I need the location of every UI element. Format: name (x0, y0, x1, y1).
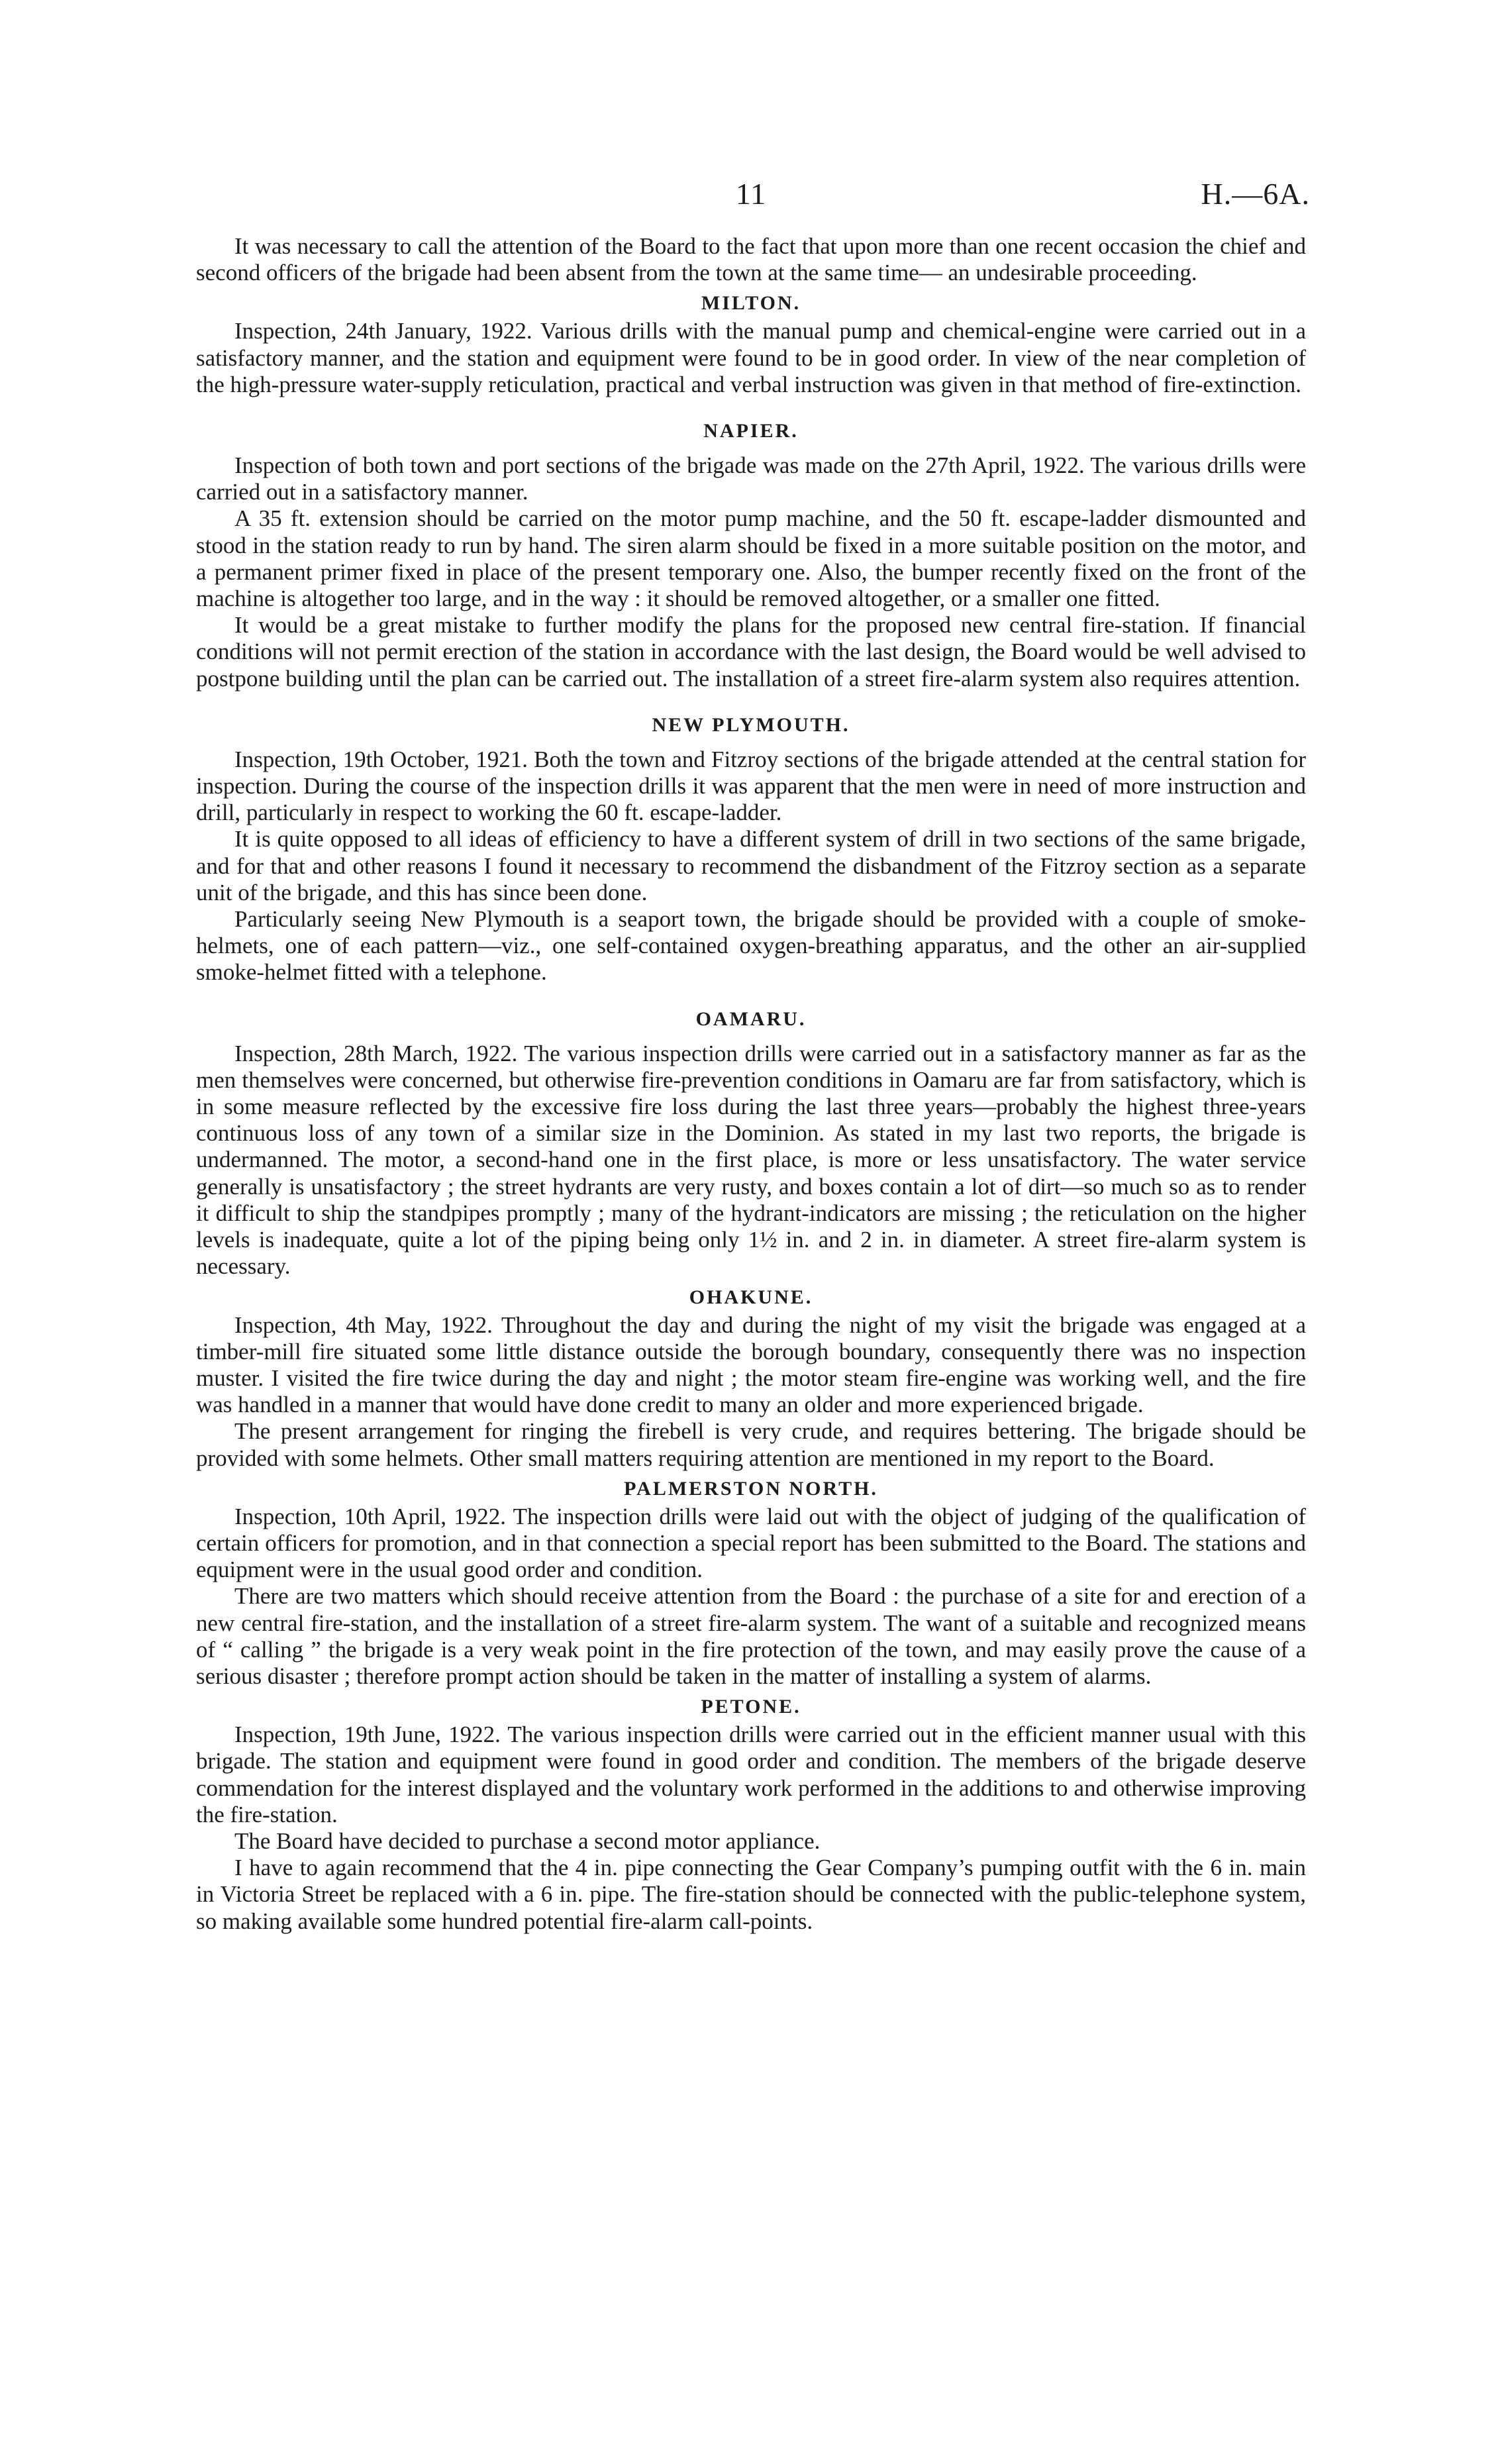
section-heading-palmerston-north: PALMERSTON NORTH. (624, 1477, 878, 1500)
petone-paragraph: Inspection, 19th June, 1922. The various inspection drills were carried out in the efficient manner usual with this brigade. The station and equipment were found in good order and condition. The members of the brigade deserve commendation for the interest displayed and the voluntary work performed in the additions to and otherwise improving the fire-station. (196, 1721, 1306, 1827)
napier-paragraph: Inspection of both town and port sections of the brigade was made on the 27th April, 1922. The various drills were carried out in a satisfactory manner. (196, 452, 1306, 505)
napier-paragraph: It would be a great mistake to further modify the plans for the proposed new central fire-station. If financial conditions will not permit erection of the station in accordance with the last design, the Board would be well advised to postpone building until the plan can be carried out. The installation of a street fire-alarm system also requires attention. (196, 612, 1306, 692)
milton-paragraph: Inspection, 24th January, 1922. Various drills with the manual pump and chemical-engine were carried out in a satisfactory manner, and the station and equipment were found to be in good order. In view of the near completion of the high-pressure water-supply reticulation, practical and verbal instruction was given in that method of fire-extinction. (196, 318, 1306, 397)
intro-paragraph: It was necessary to call the attention of the Board to the fact that upon more than one recent occasion the chief and second officers of the brigade had been absent from the town at the same time— an undesirable proceeding. (196, 233, 1306, 286)
document-reference: H.—6A. (1201, 177, 1310, 211)
section-heading-petone: PETONE. (701, 1696, 801, 1718)
section-heading-new-plymouth: NEW PLYMOUTH. (652, 713, 850, 736)
petone-paragraph: I have to again recommend that the 4 in. pipe connecting the Gear Company’s pumping outfit with the 6 in. main in Victoria Street be replaced with a 6 in. pipe. The fire-station should be connected with the public-telephone system, so making available some hundred potential fire-alarm call-points. (196, 1855, 1306, 1934)
napier-paragraph: A 35 ft. extension should be carried on the motor pump machine, and the 50 ft. escape-ladder dismounted and stood in the station ready to run by hand. The siren alarm should be fixed in a more suitable position on the motor, and a permanent primer fixed in place of the present temporary one. Also, the bumper recently fixed on the front of the machine is altogether too large, and in the way : it should be removed altogether, or a smaller one fitted. (196, 505, 1306, 612)
body-text (196, 233, 1306, 1935)
section-heading-oamaru: OAMARU. (695, 1007, 807, 1030)
new-plymouth-paragraph: Particularly seeing New Plymouth is a seaport town, the brigade should be provided with a couple of smoke-helmets, one of each pattern—viz., one self-contained oxygen-breathing apparatus, and the other an air-supplied smoke-helmet fitted with a telephone. (196, 906, 1306, 986)
page-number: 11 (735, 177, 767, 211)
ohakune-paragraph: Inspection, 4th May, 1922. Throughout the day and during the night of my visit the brigade was engaged at a timber-mill fire situated some little distance outside the borough boundary, consequently there was no inspection muster. I visited the fire twice during the day and night ; the motor steam fire-engine was working well, and the fire was handled in a manner that would have done credit to many an older and more experienced brigade. (196, 1311, 1306, 1418)
section-heading-napier: NAPIER. (703, 420, 799, 442)
palmerston-north-paragraph: Inspection, 10th April, 1922. The inspection drills were laid out with the object of judging of the qualification of certain officers for promotion, and in that connection a special report has been submitted to the Board. The stations and equipment were in the usual good order and condition. (196, 1503, 1306, 1583)
section-heading-milton: MILTON. (701, 292, 801, 315)
oamaru-paragraph: Inspection, 28th March, 1922. The various inspection drills were carried out in a satisfactory manner as far as the men themselves were concerned, but otherwise fire-prevention conditions in Oamaru are far from satisfactory, which is in some measure reflected by the excessive fire loss during the last three years—probably the highest three-years continuous loss of any town of a similar size in the Dominion. As stated in my last two reports, the brigade is undermanned. The motor, a second-hand one in the first place, is more or less unsatisfactory. The water service generally is unsatisfactory ; the street hydrants are very rusty, and boxes contain a lot of dirt—so much so as to render it difficult to ship the standpipes promptly ; many of the hydrant-indicators are missing ; the reticulation on the higher levels is inadequate, quite a lot of the piping being only 1½ in. and 2 in. in diameter. A street fire-alarm system is necessary. (196, 1040, 1306, 1280)
palmerston-north-paragraph: There are two matters which should receive attention from the Board : the purchase of a site for and erection of a new central fire-station, and the installation of a street fire-alarm system. The want of a suitable and recognized means of “ calling ” the brigade is a very weak point in the fire protection of the town, and may easily prove the cause of a serious disaster ; therefore prompt action should be taken in the matter of installing a system of alarms. (196, 1583, 1306, 1689)
ohakune-paragraph: The present arrangement for ringing the firebell is very crude, and requires bettering. The brigade should be provided with some helmets. Other small matters requiring attention are mentioned in my report to the Board. (196, 1418, 1306, 1471)
petone-paragraph: The Board have decided to purchase a second motor appliance. (234, 1827, 821, 1854)
section-heading-ohakune: OHAKUNE. (689, 1286, 813, 1308)
new-plymouth-paragraph: Inspection, 19th October, 1921. Both the town and Fitzroy sections of the brigade attended at the central station for inspection. During the course of the inspection drills it was apparent that the men were in need of more instruction and drill, particularly in respect to working the 60 ft. escape-ladder. (196, 746, 1306, 826)
new-plymouth-paragraph: It is quite opposed to all ideas of efficiency to have a different system of drill in two sections of the same brigade, and for that and other reasons I found it necessary to recommend the disbandment of the Fitzroy section as a separate unit of the brigade, and this has since been done. (196, 826, 1306, 905)
